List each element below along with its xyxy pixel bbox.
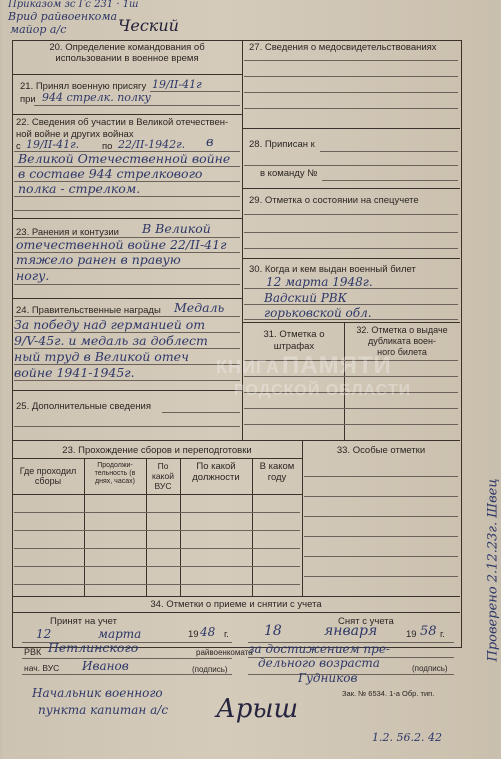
- bottom-print-code: Зак. № 6534. 1-а Обр. тип.: [342, 689, 435, 698]
- s28-line-2: [244, 165, 458, 166]
- s30-text-l2: Вадский РВК: [264, 291, 347, 305]
- top-handwriting-line1: Приказом зс Гс 231 · 1ш: [8, 0, 139, 10]
- s23a-line-1: [14, 237, 240, 238]
- s31-line-5: [244, 424, 458, 425]
- s34-removed-sign-label: (подпись): [412, 664, 448, 673]
- s24-text-l3: 9/V-45г. и медаль за доблест: [14, 333, 208, 348]
- s24-text-l2: За победу над германией от: [14, 317, 206, 332]
- s23a-text-l2: отечественной войне 22/II-41г: [16, 237, 227, 252]
- s31-s32-divider: [344, 322, 345, 440]
- s27-line-4: [244, 108, 458, 109]
- s33-line-5: [304, 556, 458, 557]
- s23a-line-4: [14, 284, 240, 285]
- s22-text-l2: Великой Отечественной войне: [18, 151, 231, 166]
- s23b-s33-divider: [302, 440, 303, 596]
- s28-label2: в команду №: [260, 168, 318, 179]
- s23b-col-2: Продолжи-тельность (в днях, часах): [94, 462, 136, 486]
- s23b-row-line-4: [14, 566, 300, 567]
- s34-accepted-rvk-prefix: РВК: [24, 647, 42, 657]
- s23b-top-line: [12, 440, 460, 441]
- top-handwriting-line2: Врид райвоенкома: [8, 10, 118, 23]
- s23b-header-top: [12, 458, 302, 459]
- s21-label: 21. Принял военную присягу: [20, 81, 147, 92]
- s34-removed-reason-l1: за достижением пре-: [248, 642, 390, 656]
- top-handwriting-line3: майор а/с: [10, 23, 67, 36]
- s22-label-po: по: [102, 141, 113, 152]
- s22-text-l1-end: в: [206, 135, 214, 150]
- s34-accepted-year-hand: 48: [200, 625, 216, 639]
- s21-line-1: [150, 91, 240, 92]
- s24-line-1: [14, 316, 240, 317]
- s22-date-to: 22/II-1942г.: [118, 138, 186, 151]
- s22-label-c: с: [16, 141, 21, 152]
- s28-bottom-line: [242, 188, 460, 189]
- s34-accepted-head-prefix: нач. ВУС: [24, 663, 60, 673]
- s23a-line-3: [14, 268, 240, 269]
- s22-line-4: [14, 196, 240, 197]
- s20-bottom-line: [12, 74, 242, 75]
- s33-line-6: [304, 576, 458, 577]
- s24-text-l1: Медаль: [174, 300, 225, 315]
- s23b-title: 23. Прохождение сборов и переподготовки: [62, 445, 252, 456]
- s22-line-2: [14, 166, 240, 167]
- s31-label-l2: штрафах: [273, 341, 315, 352]
- s23b-col-div-2: [146, 458, 147, 596]
- s23b-col-1: Где проходил сборы: [19, 466, 77, 487]
- s33-title: 33. Особые отметки: [336, 445, 426, 456]
- s22-text-l3: в составе 944 стрелкового: [18, 166, 203, 181]
- s28-line-1: [320, 151, 458, 152]
- s34-removed-sign-hand: Гудников: [298, 671, 358, 685]
- s23b-col-3: По какой ВУС: [152, 461, 174, 491]
- s29-label: 29. Отметка о состоянии на спецучете: [249, 195, 419, 206]
- s34-accepted-head-hand: Иванов: [82, 659, 129, 673]
- s23b-col-div-3: [180, 458, 181, 596]
- s23a-text-l3: тяжело ранен в правую: [16, 252, 181, 267]
- s22-line-5: [14, 210, 240, 211]
- s32-label-l1: 32. Отметка о выдаче: [356, 325, 448, 335]
- s25-line-1: [162, 412, 240, 413]
- watermark-prefix: КНИГА: [216, 357, 280, 377]
- s23a-text-l4: ногу.: [16, 268, 50, 283]
- s21-date: 19/II-41г: [152, 78, 202, 91]
- s34-removed-year-hand: 58: [420, 624, 437, 639]
- document-sheet: [2, 0, 501, 759]
- s22-text-l4: полка - стрелком.: [18, 181, 141, 196]
- s21-line-2: [34, 105, 240, 106]
- s21-unit: 944 стрелк. полку: [42, 91, 151, 104]
- s23a-bottom-line: [12, 298, 242, 299]
- s34-removed-year-print: 19: [406, 629, 417, 640]
- s30-line-1: [244, 288, 458, 289]
- s34-removed-reason-l2: дельного возраста: [258, 656, 380, 670]
- s30-text-l3: горьковской обл.: [264, 306, 372, 320]
- s23a-text-l1: В Великой: [142, 221, 211, 236]
- s23b-col-div-1: [84, 458, 85, 596]
- s24-line-5: [14, 380, 240, 381]
- s23b-col-div-4: [252, 458, 253, 596]
- s23b-col-5: В каком году: [259, 461, 295, 483]
- s34-accepted-suffix: г.: [224, 629, 229, 640]
- s22-line-1: [14, 151, 240, 152]
- s23a-line-2: [14, 252, 240, 253]
- s34-accepted-label: Принят на учет: [50, 616, 117, 627]
- bottom-hand-date: 1.2. 56.2. 42: [372, 731, 442, 744]
- s23b-row-line-1: [14, 512, 300, 513]
- s34-top-line: [12, 596, 460, 597]
- s24-text-l5: войне 1941-1945г.: [14, 365, 135, 380]
- s32-label-l2: дубликата воен-: [367, 336, 436, 346]
- s33-line-2: [304, 496, 458, 497]
- s28-line-3: [322, 180, 458, 181]
- s29-line-1: [244, 214, 458, 215]
- s29-bottom-line: [242, 258, 460, 259]
- s34-accepted-line-3: [22, 674, 232, 675]
- s34-accepted-sign-label: (подпись): [192, 665, 228, 674]
- s23b-row-line-5: [14, 584, 300, 585]
- s22-line-3: [14, 181, 240, 182]
- s30-label: 30. Когда и кем выдан военный билет: [249, 264, 416, 275]
- bottom-hand-l1: Начальник военного: [32, 686, 163, 700]
- s22-label-l1: 22. Сведения об участии в Великой отечествен-: [16, 117, 229, 128]
- s29-line-3: [244, 248, 458, 249]
- s23a-label: 23. Ранения и контузии: [16, 227, 119, 238]
- s25-line-2: [14, 426, 240, 427]
- s27-line-2: [244, 76, 458, 77]
- s24-line-4: [14, 364, 240, 365]
- s34-removed-day: 18: [264, 623, 282, 639]
- s33-line-3: [304, 516, 458, 517]
- s22-date-from: 19/II-41г.: [26, 138, 80, 151]
- s24-line-2: [14, 332, 240, 333]
- s27-line-1: [244, 60, 458, 61]
- watermark-line2: РОДСКОЙ ОБЛАСТИ: [234, 382, 412, 399]
- s27-bottom-line: [242, 128, 460, 129]
- s34-removed-label: Снят с учета: [338, 616, 394, 627]
- side-note: Проверено 2.12.23г. Швец: [485, 478, 501, 662]
- bottom-hand-l2: пункта капитан а/с: [38, 703, 169, 717]
- s34-accepted-year-print: 19: [188, 629, 199, 640]
- s34-removed-month: января: [324, 623, 378, 639]
- s24-label: 24. Правительственные награды: [16, 305, 161, 316]
- s20-label: 20. Определение командования об использовании в военное время: [49, 42, 205, 64]
- s22-label-l2: ной войне и других войнах: [16, 129, 134, 140]
- top-signature: Ческий: [118, 16, 179, 35]
- s28-label: 28. Приписан к: [249, 139, 315, 150]
- s23b-col-4: По какой должности: [192, 461, 240, 483]
- s24-text-l4: ный труд в Великой отеч: [14, 349, 189, 364]
- s23b-row-line-2: [14, 530, 300, 531]
- s21-bottom-line: [12, 114, 242, 115]
- s27-line-3: [244, 92, 458, 93]
- s21-pri: при: [20, 94, 36, 105]
- bottom-signature: Арыш: [216, 694, 299, 724]
- s23b-row-line-3: [14, 548, 300, 549]
- watermark-line1: ПАМЯТИ: [282, 352, 392, 379]
- s25-label: 25. Дополнительные сведения: [16, 401, 151, 412]
- s32-label-l3: ного билета: [377, 347, 427, 357]
- s24-bottom-line: [12, 390, 242, 391]
- s34-accepted-rvk-suffix: райвоенкомата: [196, 648, 253, 657]
- s23b-header-bottom: [12, 494, 302, 495]
- s31-label-l1: 31. Отметка о: [263, 329, 325, 340]
- s34-title-line: [12, 612, 460, 613]
- s30-line-3: [244, 319, 458, 320]
- s27-label: 27. Сведения о медосвидетельствованиях: [249, 42, 437, 53]
- s30-bottom-line: [242, 322, 460, 323]
- s34-removed-suffix: г.: [440, 629, 445, 640]
- s34-accepted-day: 12: [36, 627, 52, 641]
- center-divider: [242, 40, 243, 440]
- s34-title: 34. Отметки о приеме и снятии с учета: [150, 599, 322, 610]
- s22-bottom-line: [12, 218, 242, 219]
- s30-text-l1: 12 марта 1948г.: [266, 275, 373, 289]
- s29-line-2: [244, 232, 458, 233]
- s34-accepted-month: марта: [98, 627, 142, 641]
- s30-line-2: [244, 304, 458, 305]
- s31-line-4: [244, 408, 458, 409]
- s33-line-1: [304, 476, 458, 477]
- s24-line-3: [14, 348, 240, 349]
- s34-accepted-rvk: Петлинского: [48, 640, 139, 655]
- s33-line-4: [304, 536, 458, 537]
